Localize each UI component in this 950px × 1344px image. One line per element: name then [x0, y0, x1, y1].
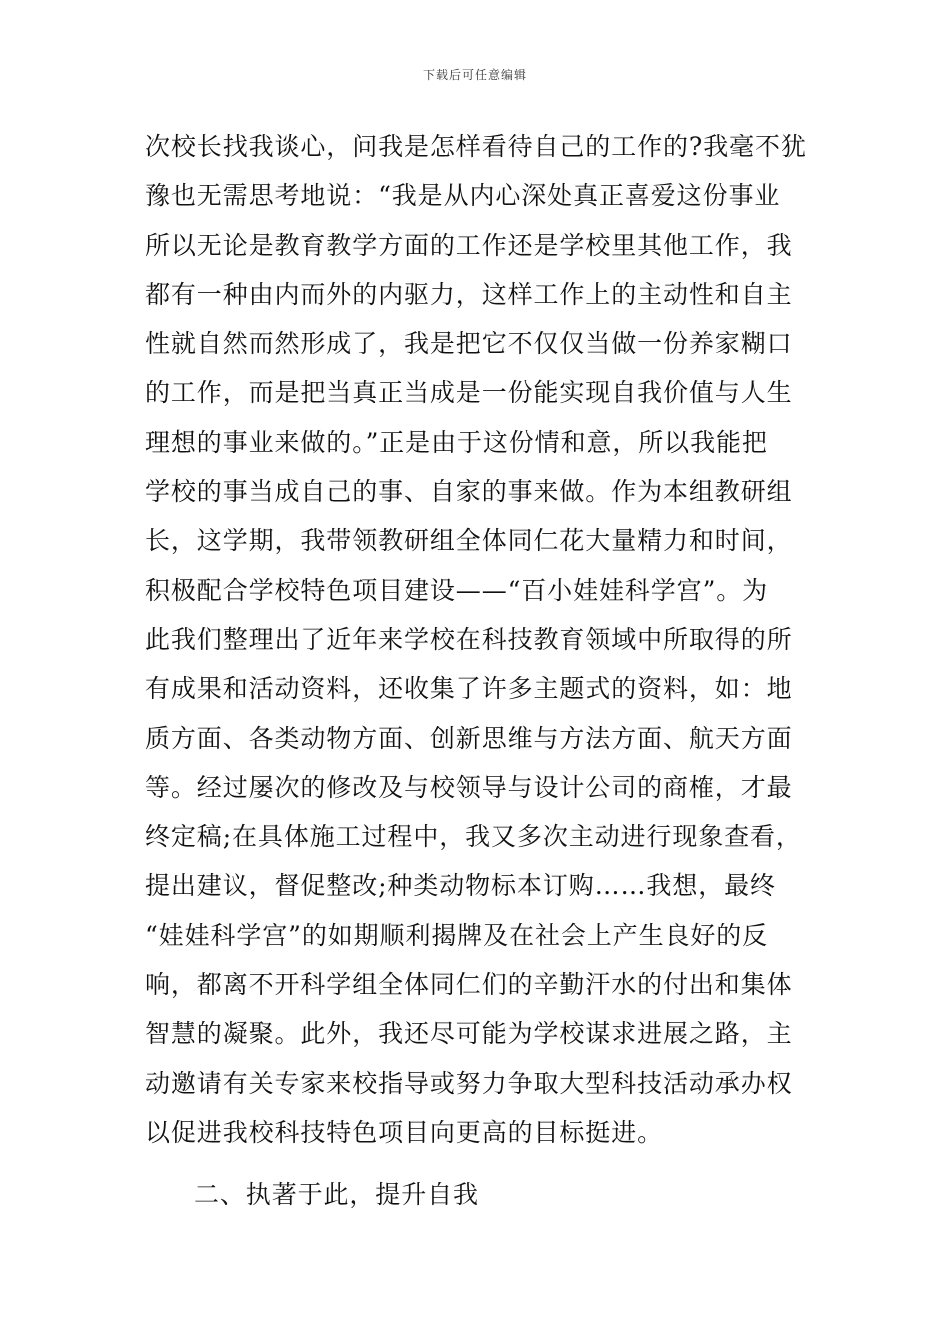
- text-line: 此我们整理出了近年来学校在科技教育领域中所取得的所: [145, 624, 793, 654]
- text-line: 次校长找我谈心，问我是怎样看待自己的工作的?我毫不犹: [145, 132, 807, 161]
- text-line: 响，都离不开科学组全体同仁们的辛勤汗水的付出和集体: [145, 970, 793, 1000]
- text-line: 长，这学期，我带领教研组全体同仁花大量精力和时间，: [145, 526, 793, 556]
- text-line: 学校的事当成自己的事、自家的事来做。作为本组教研组: [145, 477, 793, 507]
- text-line: 等。经过屡次的修改及与校领导与设计公司的商榷，才最: [145, 772, 793, 802]
- text-line: 终定稿;在具体施工过程中，我又多次主动进行现象查看，: [145, 822, 802, 852]
- text-line: “娃娃科学宫”的如期顺利揭牌及在社会上产生良好的反: [145, 920, 769, 950]
- text-line: 智慧的凝聚。此外，我还尽可能为学校谋求进展之路，主: [145, 1019, 793, 1049]
- text-line: 都有一种由内而外的内驱力，这样工作上的主动性和自主: [145, 279, 793, 309]
- text-line: 动邀请有关专家来校指导或努力争取大型科技活动承办权: [145, 1068, 793, 1098]
- text-line: 有成果和活动资料，还收集了许多主题式的资料，如：地: [145, 674, 793, 704]
- text-line: 的工作，而是把当真正当成是一份能实现自我价值与人生: [145, 378, 793, 408]
- text-line: 理想的事业来做的。”正是由于这份情和意，所以我能把: [145, 427, 768, 457]
- section-heading: 二、执著于此，提升自我: [194, 1180, 479, 1209]
- page-header-note: 下载后可任意编辑: [422, 68, 527, 82]
- body-paragraph: [145, 122, 807, 1157]
- text-line: 提出建议，督促整改;种类动物标本订购……我想，最终: [145, 871, 776, 901]
- text-line: 豫也无需思考地说：“我是从内心深处真正喜爱这份事业: [145, 181, 781, 211]
- text-line: 积极配合学校特色项目建设——“百小娃娃科学宫”。为: [145, 575, 769, 605]
- text-line: 所以无论是教育教学方面的工作还是学校里其他工作，我: [145, 230, 793, 260]
- text-line: 性就自然而然形成了，我是把它不仅仅当做一份养家糊口: [145, 329, 793, 359]
- text-line: 以促进我校科技特色项目向更高的目标挺进。: [145, 1117, 664, 1147]
- text-line: 质方面、各类动物方面、创新思维与方法方面、航天方面: [145, 723, 793, 753]
